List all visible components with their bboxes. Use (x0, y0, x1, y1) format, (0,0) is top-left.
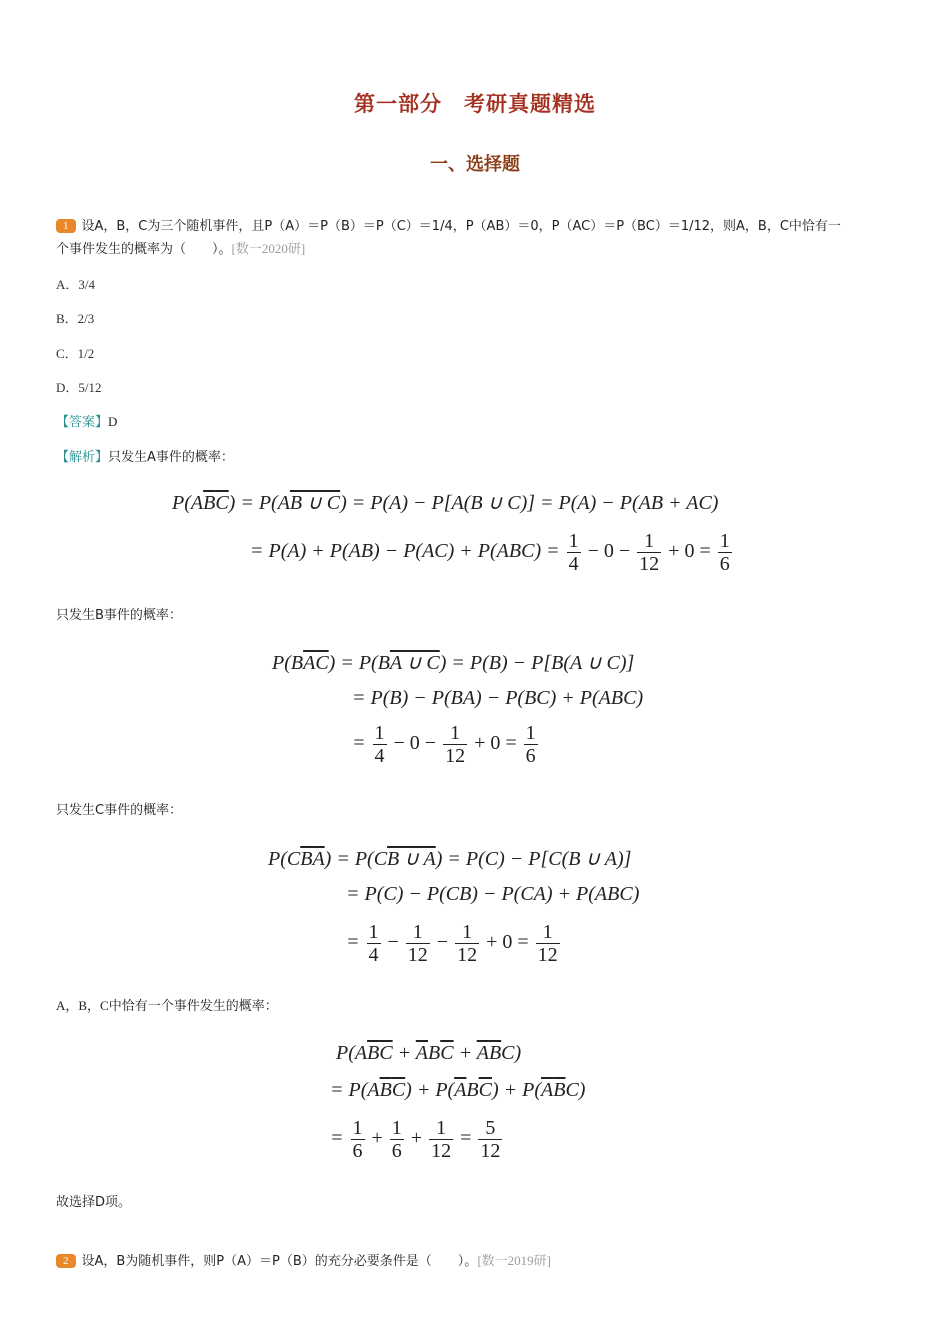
question-1-text-line-1: 设A，B，C为三个随机事件，且P（A）＝P（B）＝P（C）＝1/4，P（AB）＝0，P（AC）＝P（BC）＝1/12，则A，B，C中恰有一 (81, 219, 841, 234)
option-b: B．2/3 (56, 311, 95, 326)
formula-only-c-line-1: $P(C\overline{B}\overline{A}) = P(CB$ ∪ A) = P(C) − P[C(B ∪ A)] (268, 848, 632, 870)
line-only-c: 只发生C事件的概率： (56, 803, 183, 818)
formula-exactly-one-line-1: $P(A\overline{B}\overline{C} + \overline{A}B\overline{C} + \overline{A}\overline{B}C)$ (336, 1042, 522, 1064)
formula-exactly-one-line-3: = $\frac{1}{6}$ + $\frac{1}{6}$ + $\frac{1}{12}$ = $\frac{5}{12}$ (330, 1117, 501, 1162)
question-2-text: 设A，B为随机事件，则P（A）＝P（B）的充分必要条件是（ ）。 (81, 1254, 478, 1269)
conclusion: 故选择D项。 (56, 1195, 132, 1210)
fraction-one-quarter: $\frac{1}{4}$ (568, 530, 579, 575)
question-2-stem (56, 1250, 894, 1273)
fraction-one-twelfth: $\frac{1}{12}$ (639, 530, 660, 575)
fraction-five-twelfths: $\frac{5}{12}$ (480, 1117, 501, 1162)
formula-only-c-line-3: = $\frac{1}{4}$ − $\frac{1}{12}$ − $\frac{1}{12}$ + 0 = $\frac{1}{12}$ (346, 921, 558, 966)
question-number-badge: 1 (56, 219, 76, 233)
section-title: 一、选择题 (430, 154, 520, 175)
formula-exactly-one-line-2: = $P(A\overline{B}\overline{C}) + P(\overline{A}B\overline{C}) + P(\overline{A}\overline{B}C)$ (330, 1079, 586, 1101)
option-c: C．1/2 (56, 346, 95, 361)
fraction-one-sixth: $\frac{1}{6}$ (719, 530, 730, 575)
answer-tag: 【答案】 (56, 415, 109, 430)
formula-only-c-line-2: = P(C) − P(CB) − P(CA) + P(ABC) (346, 883, 640, 905)
answer-value: D (108, 414, 118, 429)
part-title: 第一部分 考研真题精选 (354, 92, 596, 116)
option-d: D．5/12 (56, 380, 102, 395)
question-1-stem (56, 216, 894, 261)
line-only-b: 只发生B事件的概率： (56, 608, 182, 623)
question-1-text-line-2: 个事件发生的概率为（ ）。 (56, 242, 232, 257)
formula-only-b-line-3: = $\frac{1}{4}$ − 0 − $\frac{1}{12}$ + 0 = $\frac{1}{6}$ (352, 722, 536, 767)
formula-only-b-line-2: = P(B) − P(BA) − P(BC) + P(ABC) (352, 687, 644, 709)
answer-line (56, 411, 117, 430)
analysis-intro: 只发生A事件的概率： (108, 450, 234, 465)
analysis-line (56, 446, 234, 465)
question-number-badge: 2 (56, 1254, 76, 1268)
analysis-tag: 【解析】 (56, 450, 109, 465)
line-exactly-one: A，B，C中恰有一个事件发生的概率： (56, 998, 278, 1013)
question-source: [数一2019研] (477, 1253, 551, 1268)
question-source: [数一2020研] (231, 241, 306, 256)
formula-only-a-line-1: $P(A\overline{B}\overline{C}) = P(AB$ ∪ C) = P(A) − P[A(B ∪ C)] = P(A) − P(AB + AC) (172, 492, 719, 514)
formula-only-a-line-2: = P(A) + P(AB) − P(AC) + P(ABC) = $\frac{1}{4}$ − 0 − $\frac{1}{12}$ + 0 = $\frac{1}{6}$ (250, 530, 730, 575)
formula-only-b-line-1: $P(B\overline{A}\overline{C}) = P(BA$ ∪ C) = P(B) − P[B(A ∪ C)] (272, 652, 635, 674)
option-a: A．3/4 (56, 277, 96, 292)
